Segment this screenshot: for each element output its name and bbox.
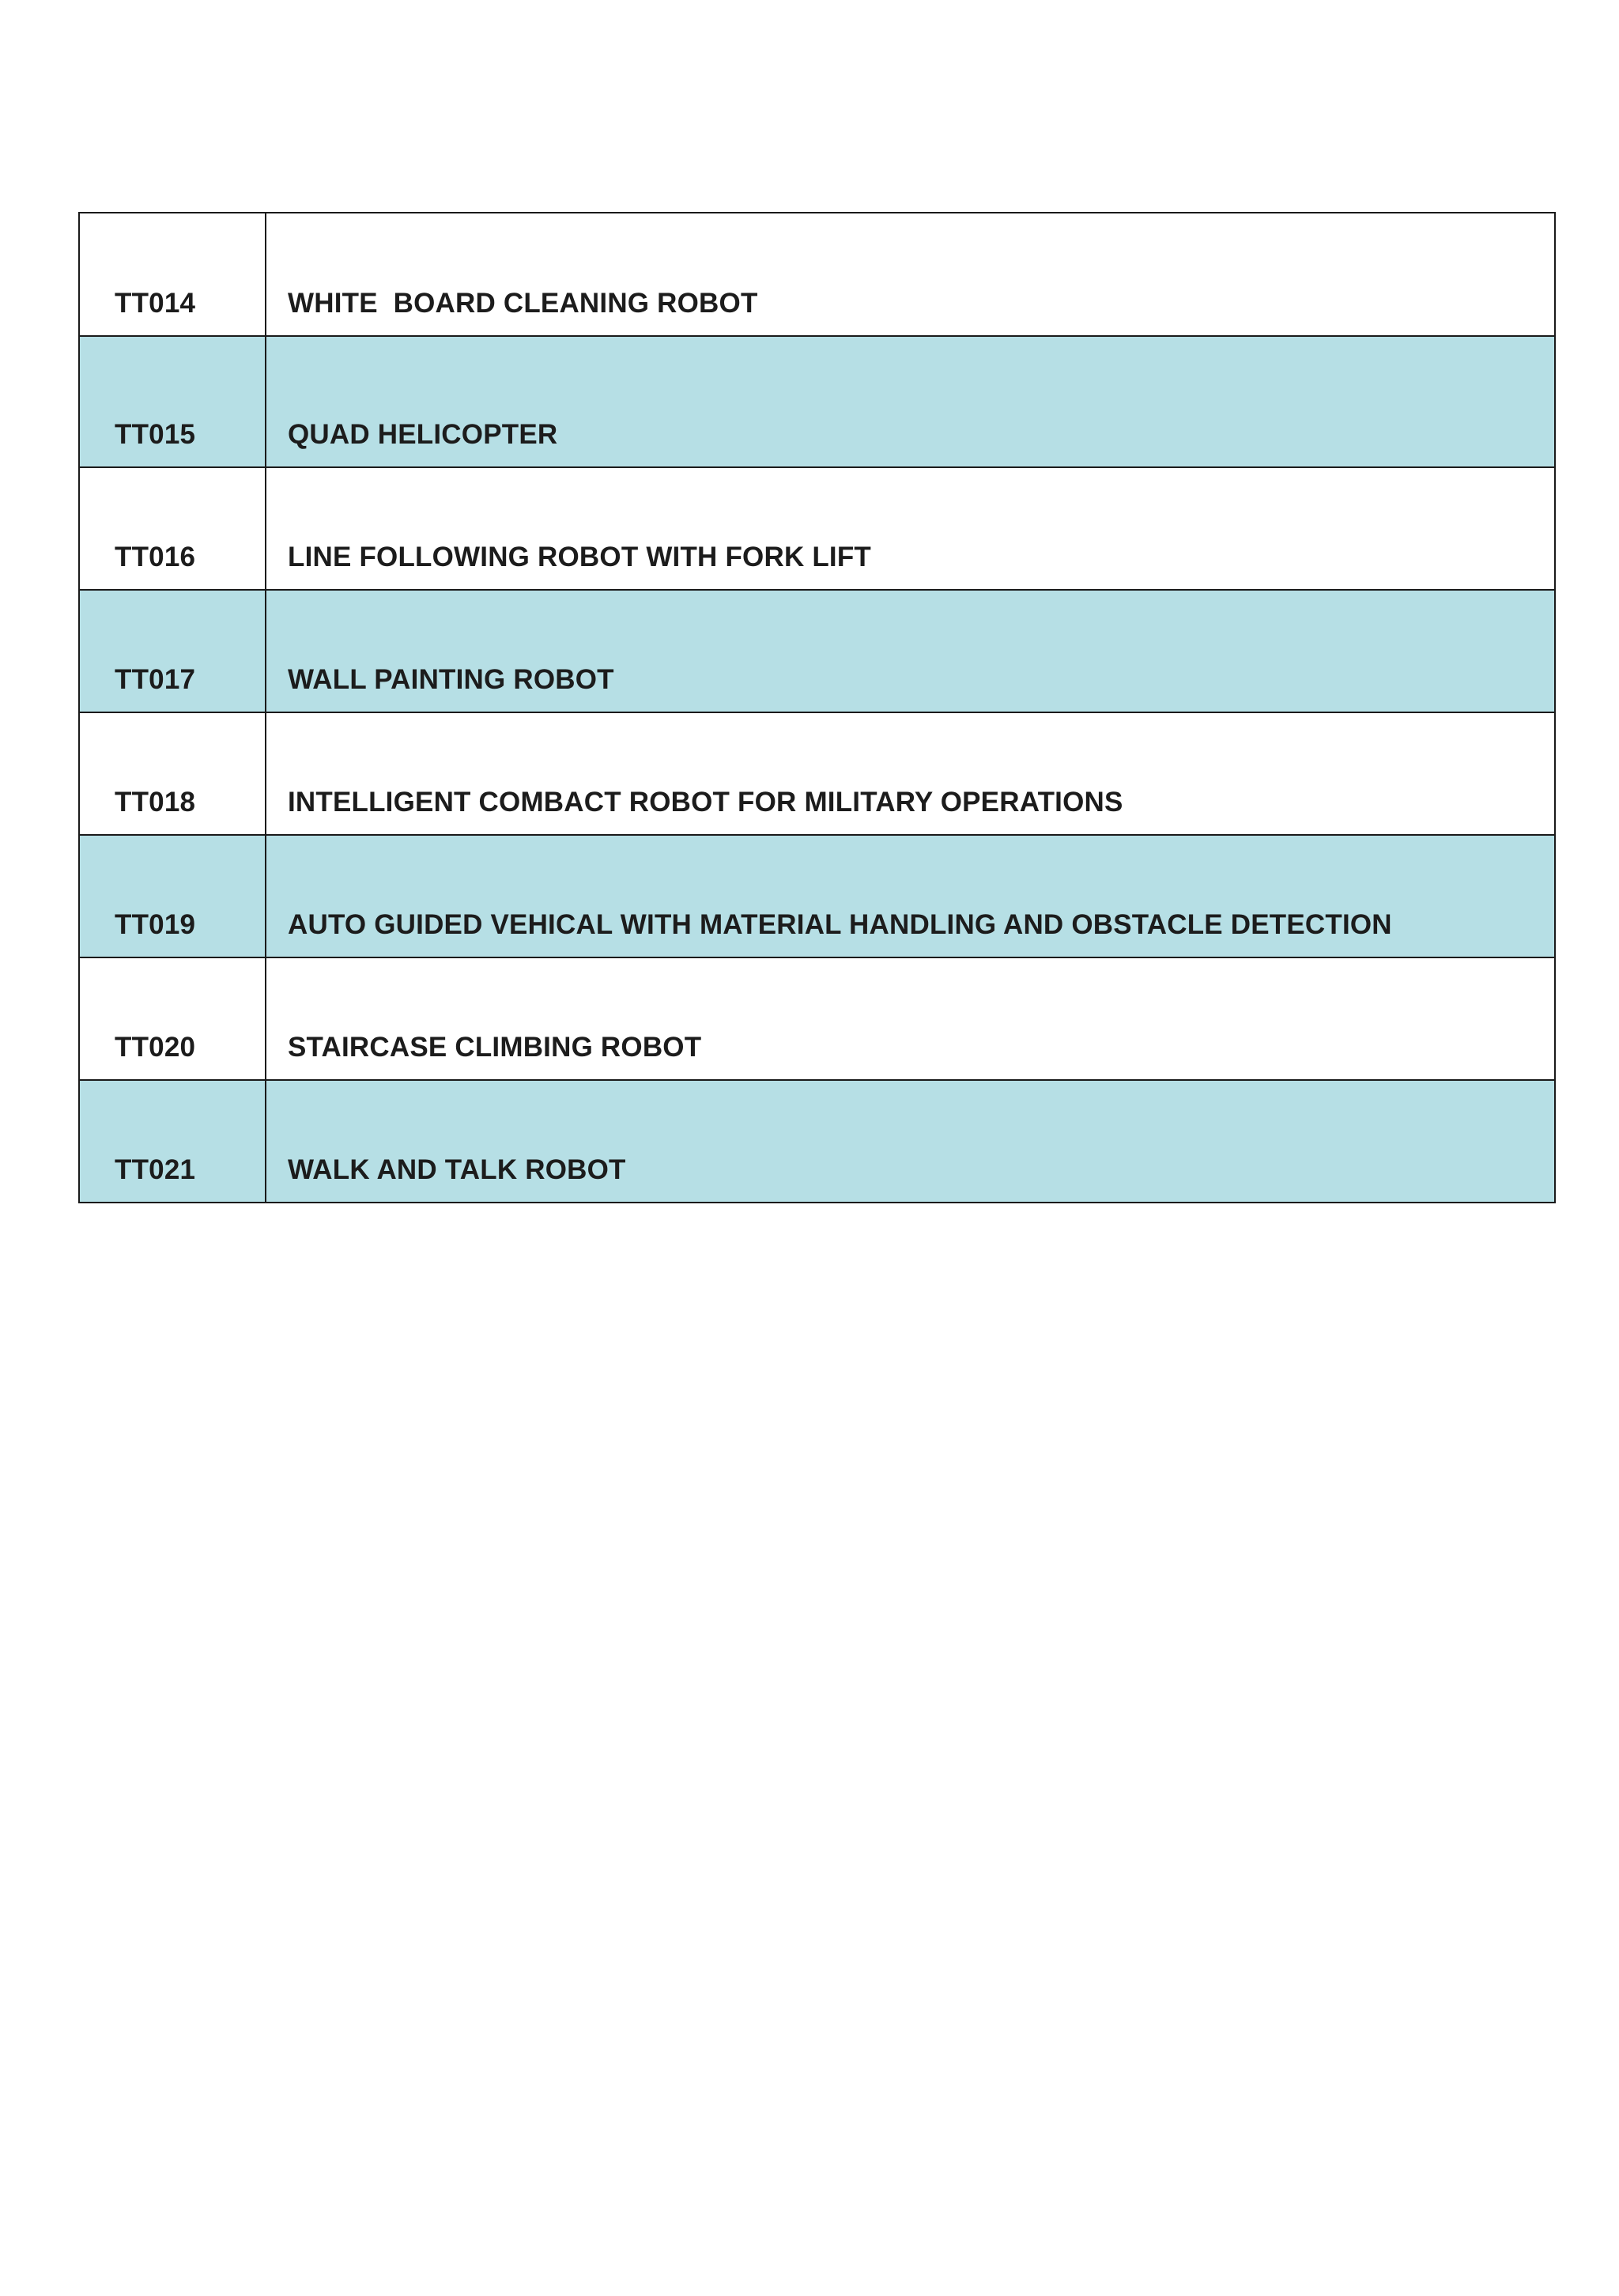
project-list-table [78,212,1556,1203]
project-title: AUTO GUIDED VEHICAL WITH MATERIAL HANDLING AND OBSTACLE DETECTION [266,835,1555,957]
project-title: INTELLIGENT COMBACT ROBOT FOR MILITARY OPERATIONS [266,712,1555,835]
table-row [79,835,1555,957]
project-code: TT021 [79,1080,266,1203]
project-code: TT015 [79,336,266,467]
table-row [79,213,1555,336]
table-row [79,712,1555,835]
project-title: WALL PAINTING ROBOT [266,590,1555,712]
project-title: QUAD HELICOPTER [266,336,1555,467]
project-title: LINE FOLLOWING ROBOT WITH FORK LIFT [266,467,1555,590]
table-row [79,590,1555,712]
table-row [79,1080,1555,1203]
project-code: TT014 [79,213,266,336]
project-code: TT016 [79,467,266,590]
project-code: TT017 [79,590,266,712]
table-row [79,957,1555,1080]
project-code: TT019 [79,835,266,957]
project-title: WALK AND TALK ROBOT [266,1080,1555,1203]
project-title: WHITE BOARD CLEANING ROBOT [266,213,1555,336]
table-row [79,467,1555,590]
project-code: TT020 [79,957,266,1080]
project-title: STAIRCASE CLIMBING ROBOT [266,957,1555,1080]
project-code: TT018 [79,712,266,835]
table-row [79,336,1555,467]
